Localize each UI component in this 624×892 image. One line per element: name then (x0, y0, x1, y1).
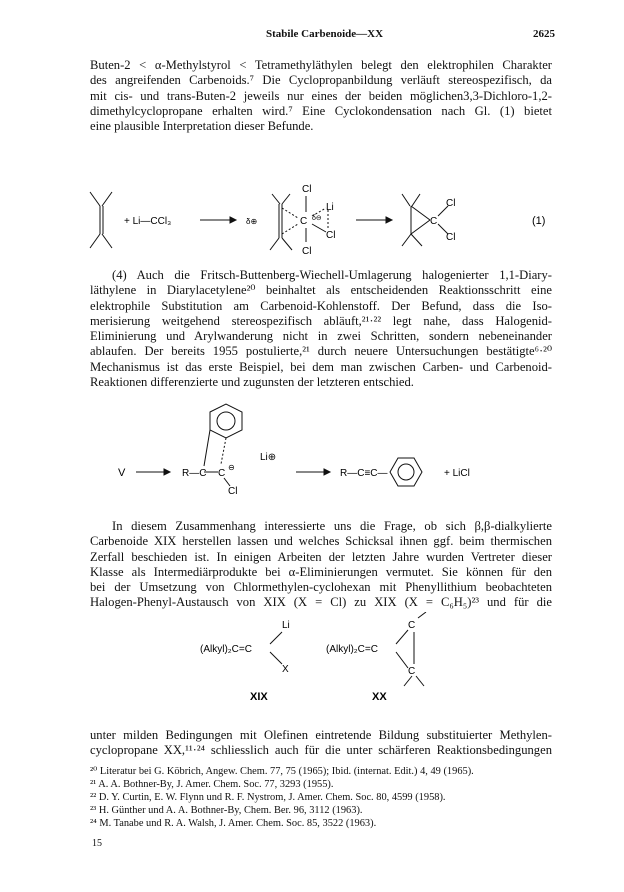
chlorine-label: Cl (228, 486, 238, 497)
text-line: mit cis- und trans-Buten-2 jeweils nur eines der beiden möglichen3,3-Dichloro-1,2- (90, 88, 552, 103)
text-line: unter milden Bedingungen mit Olefinen eintretende Bildung substituierter Methylen- (90, 728, 552, 742)
printer-signature: 15 (92, 838, 102, 849)
equation-number: (1) (532, 215, 546, 227)
text-line: cyclopropane XX,¹¹·²⁴ schliesslich auch für die unter schärferen Reaktionsbedingungen (90, 743, 552, 758)
arrow (296, 469, 330, 475)
footnotes (90, 765, 474, 830)
footnote: ²² D. Y. Curtin, E. W. Flynn und R. F. Nystrom, J. Amer. Chem. Soc. 80, 4599 (1958). (90, 792, 446, 803)
text-line: Eliminierung und Arylwanderung nicht in zwei Schritten, sondern nebeneinander (90, 329, 552, 344)
scheme-structures-xix-xx (190, 612, 470, 702)
text-line: merisierung weitgehend stereospezifisch abläuft,²¹·²² legt nahe, dass Halogenid- (90, 313, 552, 328)
text-line: Reaktionen differenzierte und zugunsten der letzteren entschied. (90, 375, 414, 390)
xx-carbon-bottom: C (408, 666, 416, 677)
delta-minus-label: δ⊖ (312, 215, 322, 222)
text-line: Buten-2 < α-Methylstyrol < Tetramethyläthylen belegt den elektrophilen Charakter (90, 58, 552, 72)
text-line: Carbenoide XIX herstellen lassen und welches Schicksal ihnen ggf. beim thermischen (90, 534, 552, 549)
text-line: Mechanismus ist das erste Beispiel, bei dem man zwischen Carben- und Carbenoid- (90, 359, 552, 374)
product-chlorine-top: Cl (446, 198, 456, 209)
running-title: Stabile Carbenoide—XX (266, 28, 384, 40)
text-line: eine plausible Interpretation dieser Befunde. (90, 119, 314, 134)
minus-charge: ⊖ (228, 463, 235, 472)
ts-chlorine-top: Cl (302, 184, 312, 195)
xix-formula: (Alkyl)₂C=C (200, 644, 252, 655)
text-line: läthylene in Diarylacetylene²⁰ beinhaltet als entscheidenden Reaktionsschritt eine (90, 283, 552, 298)
text-line: ablaufen. Der bereits 1955 postulierte,²¹ durch neuere Untersuchungen bestätigte⁶·²⁰ (90, 344, 552, 359)
lithium-cation: Li⊕ (260, 452, 277, 463)
scheme-rearrangement (100, 398, 520, 508)
paragraph-3 (90, 519, 552, 611)
start-label: V (118, 467, 126, 479)
xix-bonds (270, 632, 282, 664)
ts-carbon: C (300, 216, 308, 227)
xix-label: XIX (250, 691, 268, 702)
text-line: Klasse als Intermediärprodukte bei α-Eliminierungen vermutet. Sie können für den (90, 564, 552, 579)
footnote: ²⁰ Literatur bei G. Köbrich, Angew. Chem. 77, 75 (1965); Ibid. (internat. Edit.) 4, 49 (1965). (90, 766, 474, 777)
xx-formula: (Alkyl)₂C=C (326, 644, 378, 655)
text-line: (4) Auch die Fritsch-Buttenberg-Wiechell-Umlagerung halogenierter 1,1-Diary- (112, 268, 552, 282)
xix-substituent-x: X (282, 664, 289, 675)
ts-chlorine-right: Cl (326, 230, 336, 241)
arrow (200, 217, 236, 223)
xx-carbon-top: C (408, 620, 416, 631)
r-group-left: R—C (182, 468, 207, 479)
text-line: Zerfall beschieden ist. In einigen Arbeiten der letzten Jahre wurden Vertreter dieser (90, 549, 552, 564)
arrow (136, 469, 170, 475)
alkyne-product: R—C≡C— (340, 468, 388, 479)
product-chlorine-bottom: Cl (446, 232, 456, 243)
reagent-label: + Li—CCl₃ (124, 216, 172, 227)
paragraph-1 (90, 58, 552, 134)
text-line: des angreifenden Carbenoids.⁷ Die Cyclopropanbildung verläuft stereospezifisch, da (90, 73, 552, 88)
phenyl-ring (390, 458, 422, 486)
paragraph-2 (90, 268, 552, 390)
arrow (356, 217, 392, 223)
byproduct-label: + LiCl (444, 468, 470, 479)
delta-plus-label: δ⊕ (246, 217, 258, 226)
page-number: 2625 (533, 28, 555, 40)
anion-carbon: C (218, 468, 226, 479)
scheme-equation-1 (80, 180, 560, 260)
product-carbon: C (430, 216, 438, 227)
footnote: ²⁴ M. Tanabe und R. A. Walsh, J. Amer. Chem. Soc. 85, 3522 (1963). (90, 818, 377, 829)
footnote: ²³ H. Günther und A. A. Bothner-By, Chem. Ber. 96, 3112 (1963). (90, 805, 363, 816)
text-line: dimethylcyclopropane erhalten wird.⁷ Eine Cyclokondensation nach Gl. (1) bietet (90, 103, 552, 118)
olefin-structure (90, 192, 112, 248)
cyclopropane-structure (402, 194, 448, 246)
xix-lithium: Li (282, 620, 290, 631)
text-line: elektrophile Substitution am Carbenoid-Kohlenstoff. Der Befund, dass die Iso- (90, 298, 552, 313)
ts-chlorine-bottom: Cl (302, 246, 312, 257)
xx-label: XX (372, 691, 387, 702)
text-line: bei der Umsetzung von Chlormethylen-cyclohexan mit Phenyllithium beobachteten (90, 580, 552, 595)
text-line: Halogen-Phenyl-Austausch von XIX (X = Cl) zu XIX (X = C₆H₅)²³ und für die (90, 595, 552, 610)
paragraph-4 (90, 728, 552, 759)
text-line: In diesem Zusammenhang interessierte uns die Frage, ob sich β,β-dialkylierte (112, 519, 552, 533)
transition-state-structure (270, 194, 328, 250)
footnote: ²¹ A. A. Bothner-By, J. Amer. Chem. Soc. 77, 3293 (1955). (90, 779, 334, 790)
ts-lithium: Li (326, 202, 334, 213)
